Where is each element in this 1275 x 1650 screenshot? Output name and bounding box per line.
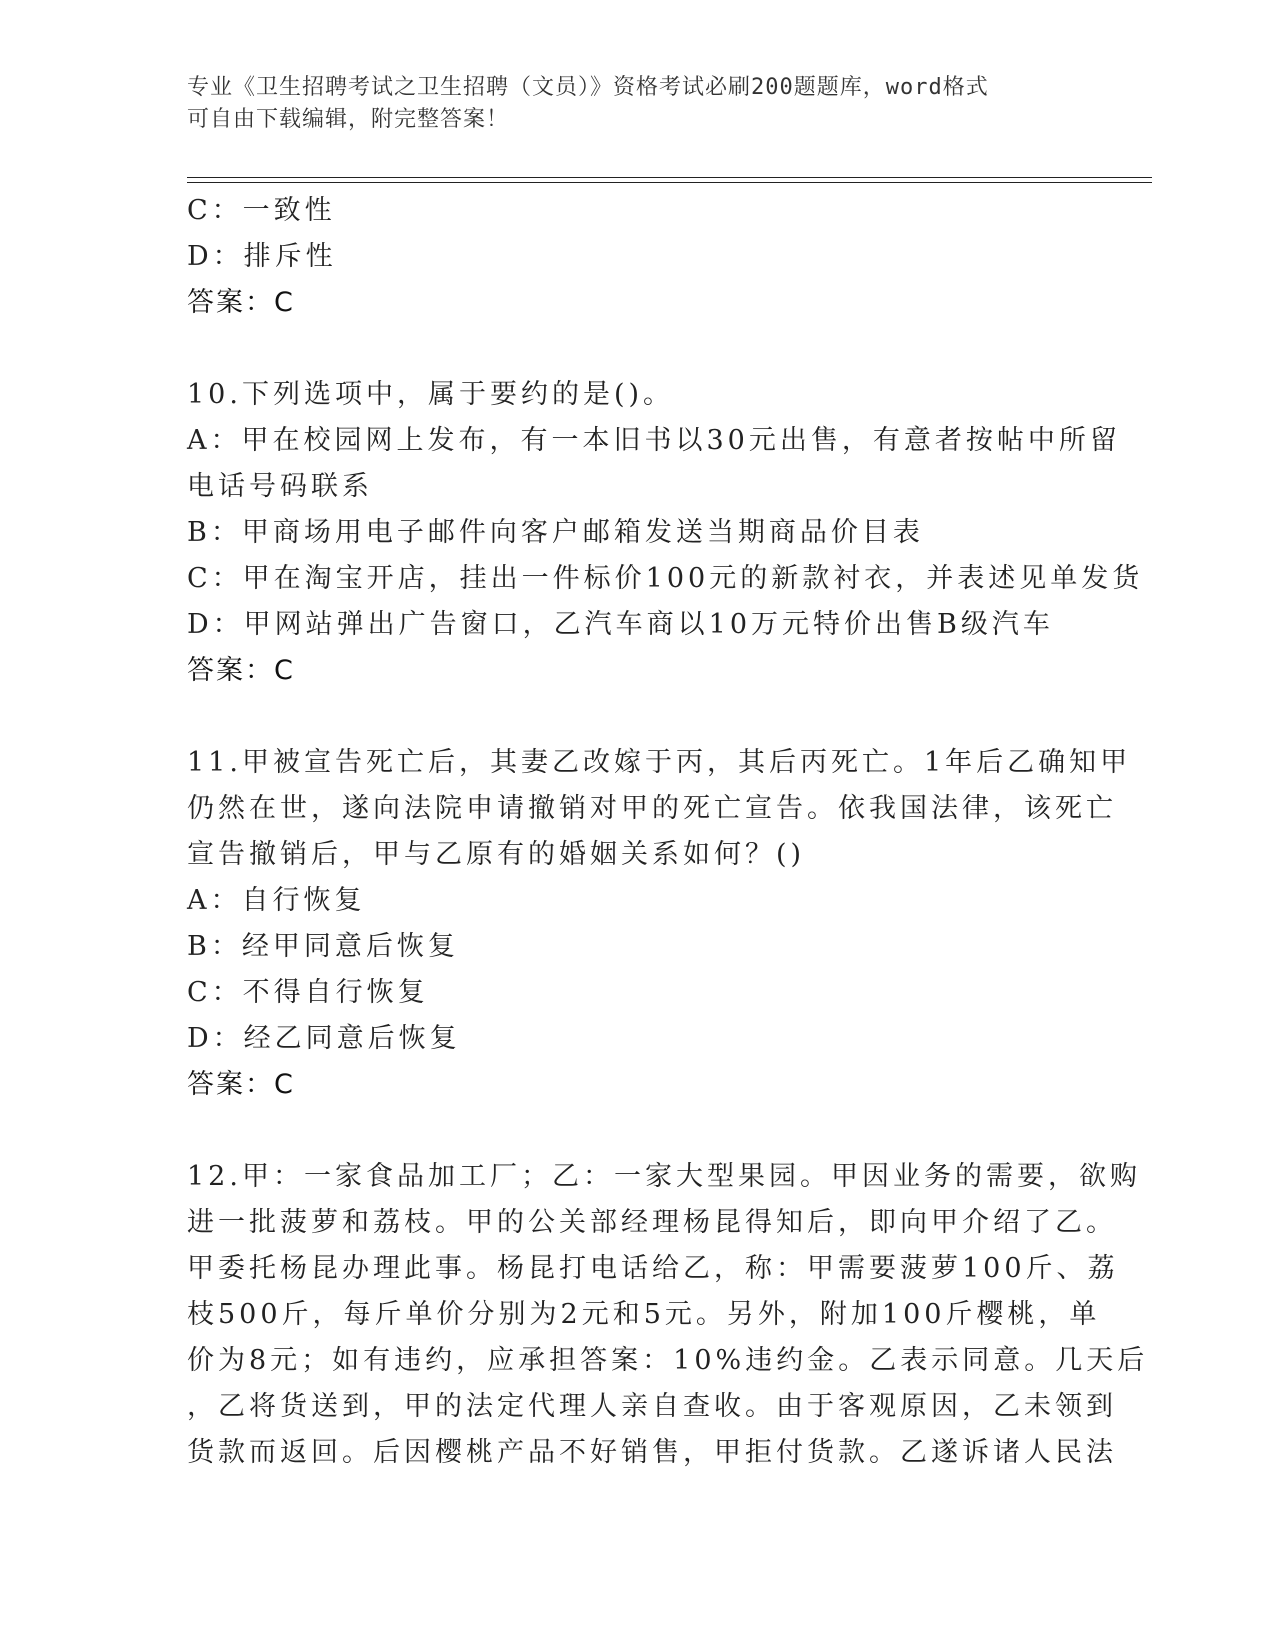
question-12 — [187, 1154, 1149, 1476]
question-stem-line-1: 12.甲：一家食品加工厂；乙：一家大型果园。甲因业务的需要，欲购 — [187, 1161, 1141, 1192]
spacer — [187, 694, 1087, 740]
question-stem-line-3: 甲委托杨昆办理此事。杨昆打电话给乙，称：甲需要菠萝100斤、荔 — [187, 1253, 1119, 1284]
header-line-2: 可自由下载编辑，附完整答案！ — [187, 107, 510, 132]
question-stem-line-7: 货款而返回。后因樱桃产品不好销售，甲拒付货款。乙遂诉诸人民法 — [187, 1437, 1117, 1468]
option-d: D：经乙同意后恢复 — [187, 1023, 461, 1054]
option-c: C：一致性 — [187, 195, 336, 226]
option-c: C：不得自行恢复 — [187, 977, 429, 1008]
option-a-line-1: A：甲在校园网上发布，有一本旧书以30元出售，有意者按帖中所留 — [187, 425, 1121, 456]
question-stem-line-3: 宣告撤销后，甲与乙原有的婚姻关系如何？() — [187, 839, 806, 870]
question-stem-line-2: 进一批菠萝和荔枝。甲的公关部经理杨昆得知后，即向甲介绍了乙。 — [187, 1207, 1117, 1238]
header-line-1: 专业《卫生招聘考试之卫生招聘（文员）》资格考试必刷200题题库，word格式 — [187, 75, 989, 100]
option-a: A：自行恢复 — [187, 885, 366, 916]
question-9-tail — [187, 188, 1087, 326]
answer-line: 答案：C — [187, 655, 295, 686]
question-stem-line-2: 仍然在世，遂向法院申请撤销对甲的死亡宣告。依我国法律，该死亡 — [187, 793, 1117, 824]
question-stem-line-6: ，乙将货送到，甲的法定代理人亲自查收。由于客观原因，乙未领到 — [187, 1391, 1117, 1422]
option-a-line-2: 电话号码联系 — [187, 471, 373, 502]
header-divider-top — [187, 177, 1152, 178]
document-header — [187, 72, 1067, 136]
question-10 — [187, 372, 1144, 694]
option-b: B：经甲同意后恢复 — [187, 931, 459, 962]
question-stem-line-1: 11.甲被宣告死亡后，其妻乙改嫁于丙，其后丙死亡。1年后乙确知甲 — [187, 747, 1132, 778]
option-d: D：甲网站弹出广告窗口，乙汽车商以10万元特价出售B级汽车 — [187, 609, 1054, 640]
option-b: B：甲商场用电子邮件向客户邮箱发送当期商品价目表 — [187, 517, 924, 548]
spacer — [187, 326, 1087, 372]
document-body — [187, 188, 1149, 1476]
question-stem-line-5: 价为8元；如有违约，应承担答案：10%违约金。乙表示同意。几天后 — [187, 1345, 1149, 1376]
option-c: C：甲在淘宝开店，挂出一件标价100元的新款衬衣，并表述见单发货 — [187, 563, 1144, 594]
option-d: D：排斥性 — [187, 241, 337, 272]
question-stem: 10.下列选项中，属于要约的是()。 — [187, 379, 675, 410]
answer-line: 答案：C — [187, 287, 295, 318]
question-11 — [187, 740, 1132, 1108]
header-divider-bottom — [187, 182, 1152, 183]
answer-line: 答案：C — [187, 1069, 295, 1100]
question-stem-line-4: 枝500斤，每斤单价分别为2元和5元。另外，附加100斤樱桃，单 — [187, 1299, 1101, 1330]
spacer — [187, 1108, 1087, 1154]
